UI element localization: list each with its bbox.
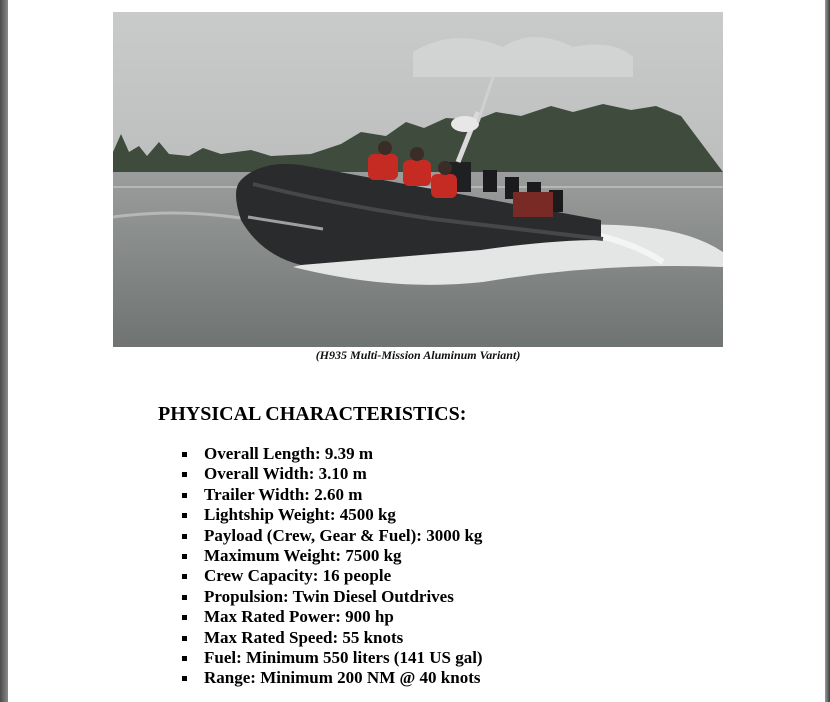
square-bullet-icon	[182, 513, 187, 518]
spec-text: Overall Width: 3.10 m	[204, 464, 367, 484]
square-bullet-icon	[182, 595, 187, 600]
viewer-left-edge	[0, 0, 8, 702]
spec-text: Range: Minimum 200 NM @ 40 knots	[204, 668, 481, 688]
spec-text: Crew Capacity: 16 people	[204, 566, 392, 586]
square-bullet-icon	[182, 676, 187, 681]
spec-text: Payload (Crew, Gear & Fuel): 3000 kg	[204, 525, 483, 545]
square-bullet-icon	[182, 615, 187, 620]
list-item	[180, 648, 483, 668]
spec-text: Max Rated Power: 900 hp	[204, 607, 394, 627]
spec-text: Propulsion: Twin Diesel Outdrives	[204, 586, 454, 606]
square-bullet-icon	[182, 452, 187, 457]
spec-text: Fuel: Minimum 550 liters (141 US gal)	[204, 648, 483, 668]
spec-text: Overall Length: 9.39 m	[204, 444, 374, 463]
square-bullet-icon	[182, 656, 187, 661]
square-bullet-icon	[182, 493, 187, 498]
square-bullet-icon	[182, 636, 187, 641]
spec-text: Max Rated Speed: 55 knots	[204, 627, 404, 647]
spec-text: Maximum Weight: 7500 kg	[204, 546, 402, 566]
list-item	[180, 587, 483, 607]
list-item	[180, 526, 483, 546]
boat-photo	[113, 12, 723, 347]
spec-text: Lightship Weight: 4500 kg	[204, 505, 396, 525]
list-item	[180, 628, 483, 648]
viewer-right-edge	[825, 0, 830, 702]
list-item	[180, 607, 483, 627]
list-item	[180, 668, 483, 688]
square-bullet-icon	[182, 534, 187, 539]
square-bullet-icon	[182, 554, 187, 559]
boat-photo-illustration	[113, 12, 723, 347]
spec-list	[180, 444, 483, 689]
square-bullet-icon	[182, 574, 187, 579]
photo-caption: (H935 Multi-Mission Aluminum Variant)	[315, 348, 521, 362]
square-bullet-icon	[182, 472, 187, 477]
list-item	[180, 485, 483, 505]
list-item	[180, 566, 483, 586]
list-item	[180, 546, 483, 566]
spec-text: Trailer Width: 2.60 m	[204, 484, 363, 504]
list-item	[180, 444, 483, 464]
list-item	[180, 505, 483, 525]
list-item	[180, 464, 483, 484]
section-title: PHYSICAL CHARACTERISTICS:	[158, 403, 467, 425]
